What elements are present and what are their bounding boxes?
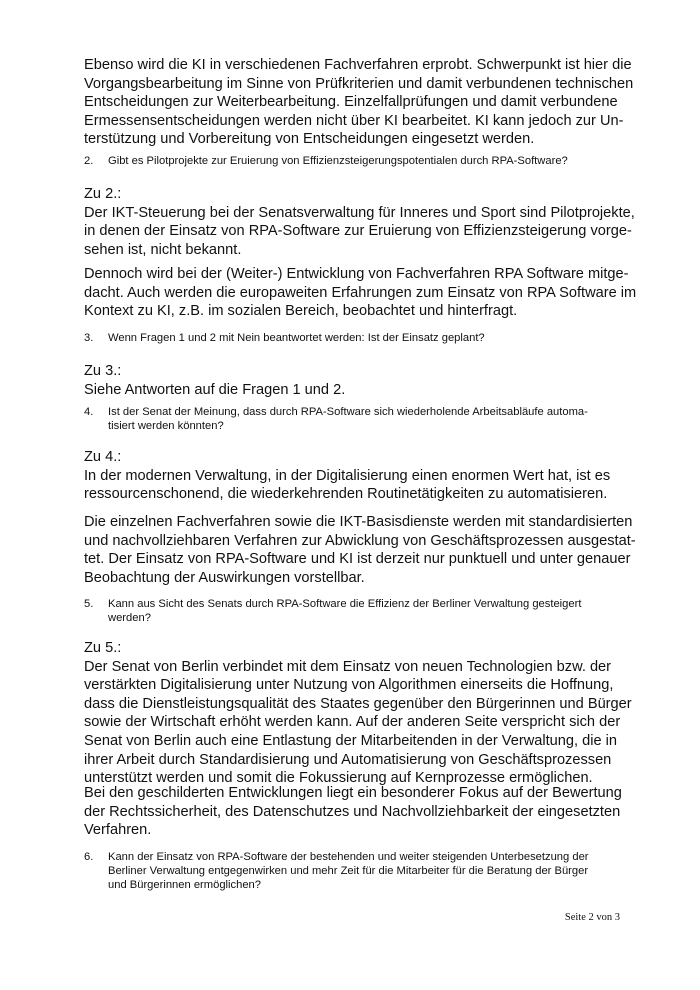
text-line: Der Senat von Berlin verbindet mit dem Einsatz von neuen Technologien bzw. der — [84, 658, 612, 675]
answer-4 — [84, 448, 630, 504]
text-line: In der modernen Verwaltung, in der Digitalisierung einen enormen Wert hat, ist es — [84, 467, 611, 484]
text-line: unterstützt werden und somit die Fokussierung auf Kernprozesse ermöglichen. — [84, 770, 593, 787]
text-line: Ebenso wird die KI in verschiedenen Fachverfahren erprobt. Schwerpunkt ist hier die — [84, 57, 632, 73]
question-text — [108, 850, 630, 893]
text-line: Vorgangsbearbeitung im Sinne von Prüfkriterien und damit verbundenen technischen — [84, 75, 634, 92]
question-number: 5. — [84, 598, 94, 610]
text-line: sowie der Wirtschaft erhöht werden kann. Auf der anderen Seite verspricht sich der — [84, 714, 621, 731]
question-number: 4. — [84, 406, 94, 418]
answer-heading: Zu 5.: — [84, 640, 122, 656]
answer-3 — [84, 362, 630, 399]
text-line: dacht. Auch werden die europaweiten Erfahrungen zum Einsatz von RPA Software im — [84, 284, 637, 301]
text-line: Wenn Fragen 1 und 2 mit Nein beantwortet werden: Ist der Einsatz geplant? — [108, 332, 485, 344]
text-line: werden? — [108, 612, 151, 625]
question-text — [108, 331, 630, 345]
text-line: Beobachtung der Auswirkungen vorstellbar. — [84, 569, 365, 586]
text-line: Gibt es Pilotprojekte zur Eruierung von Effizienzsteigerungspotentialen durch RPA-Software? — [108, 155, 568, 167]
text-line: in denen der Einsatz von RPA-Software zur Eruierung von Effizienzsteigerung vorge- — [84, 223, 632, 240]
text-line: Berliner Verwaltung entgegenwirken und mehr Zeit für die Mitarbeiter für die Beratung der Bürger — [108, 865, 589, 878]
text-line: terstützung und Vorbereitung von Entscheidungen eingesetzt werden. — [84, 131, 535, 148]
text-line: Dennoch wird bei der (Weiter-) Entwicklung von Fachverfahren RPA Software mitge- — [84, 266, 629, 282]
answer-heading: Zu 2.: — [84, 186, 122, 202]
answer-5-paragraph-2 — [84, 784, 630, 840]
text-line: Senat von Berlin auch eine Entlastung der Mitarbeitenden in der Verwaltung, die in — [84, 732, 618, 749]
text-line: der Rechtssicherheit, des Datenschutzes und Nachvollziehbarkeit der eingesetzten — [84, 803, 621, 820]
question-number: 6. — [84, 851, 94, 863]
text-line: Siehe Antworten auf die Fragen 1 und 2. — [84, 381, 346, 398]
text-line: Entscheidungen zur Weiterbearbeitung. Einzelfallprüfungen und damit verbundene — [84, 94, 618, 111]
text-line: Kann aus Sicht des Senats durch RPA-Software die Effizienz der Berliner Verwaltung gesteigert — [108, 598, 582, 610]
text-line: Die einzelnen Fachverfahren sowie die IKT-Basisdienste werden mit standardisierten — [84, 514, 633, 530]
text-line: und Bürgerinnen ermöglichen? — [108, 879, 261, 892]
text-line: Der IKT-Steuerung bei der Senatsverwaltung für Inneres und Sport sind Pilotprojekte, — [84, 204, 635, 221]
page-number: Seite 2 von 3 — [564, 912, 620, 923]
question-text — [108, 154, 630, 168]
question-number: 3. — [84, 332, 94, 344]
question-number: 2. — [84, 155, 94, 167]
text-line: ihrer Arbeit durch Standardisierung und Automatisierung von Geschäftsprozessen — [84, 751, 612, 768]
answer-2 — [84, 185, 635, 259]
text-line: Kann der Einsatz von RPA-Software der bestehenden und weiter steigenden Unterbesetzung der — [108, 851, 589, 863]
text-line: Ist der Senat der Meinung, dass durch RPA-Software sich wiederholende Arbeitsabläufe automa- — [108, 406, 588, 418]
answer-2-paragraph-2 — [84, 265, 637, 321]
text-line: ressourcenschonend, die wiederkehrenden Routinetätigkeiten zu automatisieren. — [84, 486, 608, 503]
text-line: dass die Dienstleistungsqualität des Staates gegenüber den Bürgerinnen und Bürger — [84, 695, 632, 712]
text-line: tisiert werden könnten? — [108, 420, 224, 433]
answer-4-paragraph-2 — [84, 513, 636, 587]
text-line: und nachvollziehbaren Verfahren zur Abwicklung von Geschäftsprozessen ausgestat- — [84, 532, 636, 549]
text-line: verstärkten Digitalisierung unter Nutzung von Algorithmen einerseits die Hoffnung, — [84, 677, 614, 694]
text-line: sehen ist, nicht bekannt. — [84, 241, 242, 258]
question-text — [108, 405, 630, 433]
text-line: tet. Der Einsatz von RPA-Software und KI ist derzeit nur punktuell und unter genauer — [84, 551, 631, 568]
text-line: Ermessensentscheidungen werden nicht über KI bearbeitet. KI kann jedoch zur Un- — [84, 112, 624, 129]
text-line: Kontext zu KI, z.B. im sozialen Bereich, beobachtet und hinterfragt. — [84, 303, 518, 320]
answer-5 — [84, 639, 630, 788]
text-line: Bei den geschilderten Entwicklungen liegt ein besonderer Fokus auf der Bewertung — [84, 785, 622, 801]
text-line: Verfahren. — [84, 822, 152, 839]
question-text — [108, 597, 630, 625]
answer-heading: Zu 4.: — [84, 449, 122, 465]
paragraph-ki-fachverfahren — [84, 56, 634, 149]
answer-heading: Zu 3.: — [84, 363, 122, 379]
